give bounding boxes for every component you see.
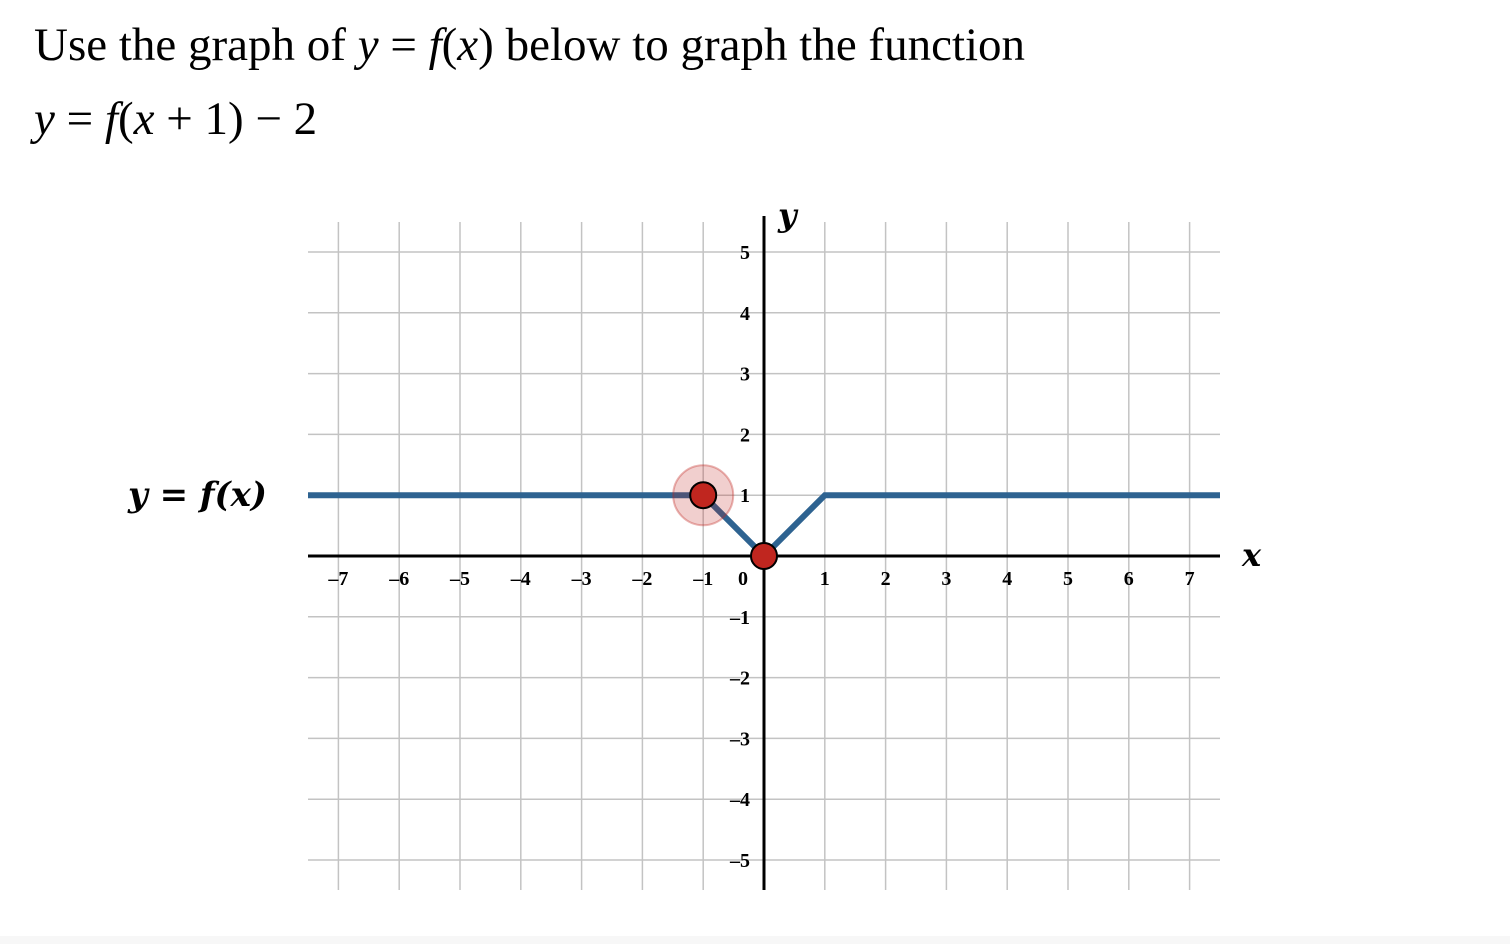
x-tick-label: –3	[571, 568, 592, 590]
x-tick-label: 4	[1002, 568, 1013, 590]
x-tick-label: –2	[632, 568, 653, 590]
target-paren-open: (	[117, 93, 134, 145]
target-equals: =	[66, 93, 94, 145]
x-tick-label: 1	[819, 568, 830, 590]
x-axis-label: x	[1242, 536, 1262, 574]
y-tick-label: 3	[740, 363, 750, 386]
question-paren-open: (	[441, 19, 458, 71]
y-tick-label: 2	[740, 424, 750, 447]
x-tick-label: 3	[941, 568, 952, 590]
x-tick-label: 5	[1063, 568, 1073, 590]
question-fx-x: x	[457, 19, 479, 71]
question-equals: =	[390, 19, 417, 71]
y-tick-label: 1	[740, 485, 750, 508]
target-y: y	[34, 93, 55, 145]
y-tick-label: 5	[740, 242, 750, 264]
point-layer[interactable]	[673, 465, 777, 569]
y-axis-label: y	[778, 196, 797, 234]
x-tick-label: 2	[880, 568, 891, 590]
x-tick-label: 6	[1123, 568, 1134, 590]
y-tick-label: –2	[730, 667, 750, 690]
question-fx-y: y	[357, 19, 379, 71]
bottom-strip	[0, 936, 1510, 944]
movable-point[interactable]	[690, 482, 716, 508]
axes	[308, 196, 1262, 890]
movable-point[interactable]	[751, 543, 777, 569]
y-tick-label: –4	[730, 789, 750, 812]
origin-label: 0	[738, 568, 748, 590]
x-tick-label: –6	[389, 568, 410, 590]
y-tick-label: –1	[730, 606, 750, 629]
question-fx-f: f	[428, 19, 442, 71]
x-tick-label: –5	[450, 568, 470, 590]
question-paren-close: )	[478, 19, 494, 71]
question-suffix: below to graph the function	[505, 19, 1026, 71]
y-tick-label: 4	[740, 302, 750, 325]
target-rest: + 1) − 2	[166, 93, 318, 145]
x-tick-label: –1	[693, 568, 714, 590]
x-tick-label: –4	[510, 568, 531, 590]
x-tick-label: –7	[328, 568, 349, 590]
target-x: x	[133, 93, 155, 145]
y-tick-label: –5	[730, 850, 750, 872]
x-tick-label: 7	[1184, 568, 1195, 590]
y-tick-label: –3	[730, 728, 750, 751]
target-f: f	[104, 93, 118, 145]
question-prefix: Use the graph of	[34, 19, 346, 71]
function-label: y = f(x)	[128, 475, 267, 515]
